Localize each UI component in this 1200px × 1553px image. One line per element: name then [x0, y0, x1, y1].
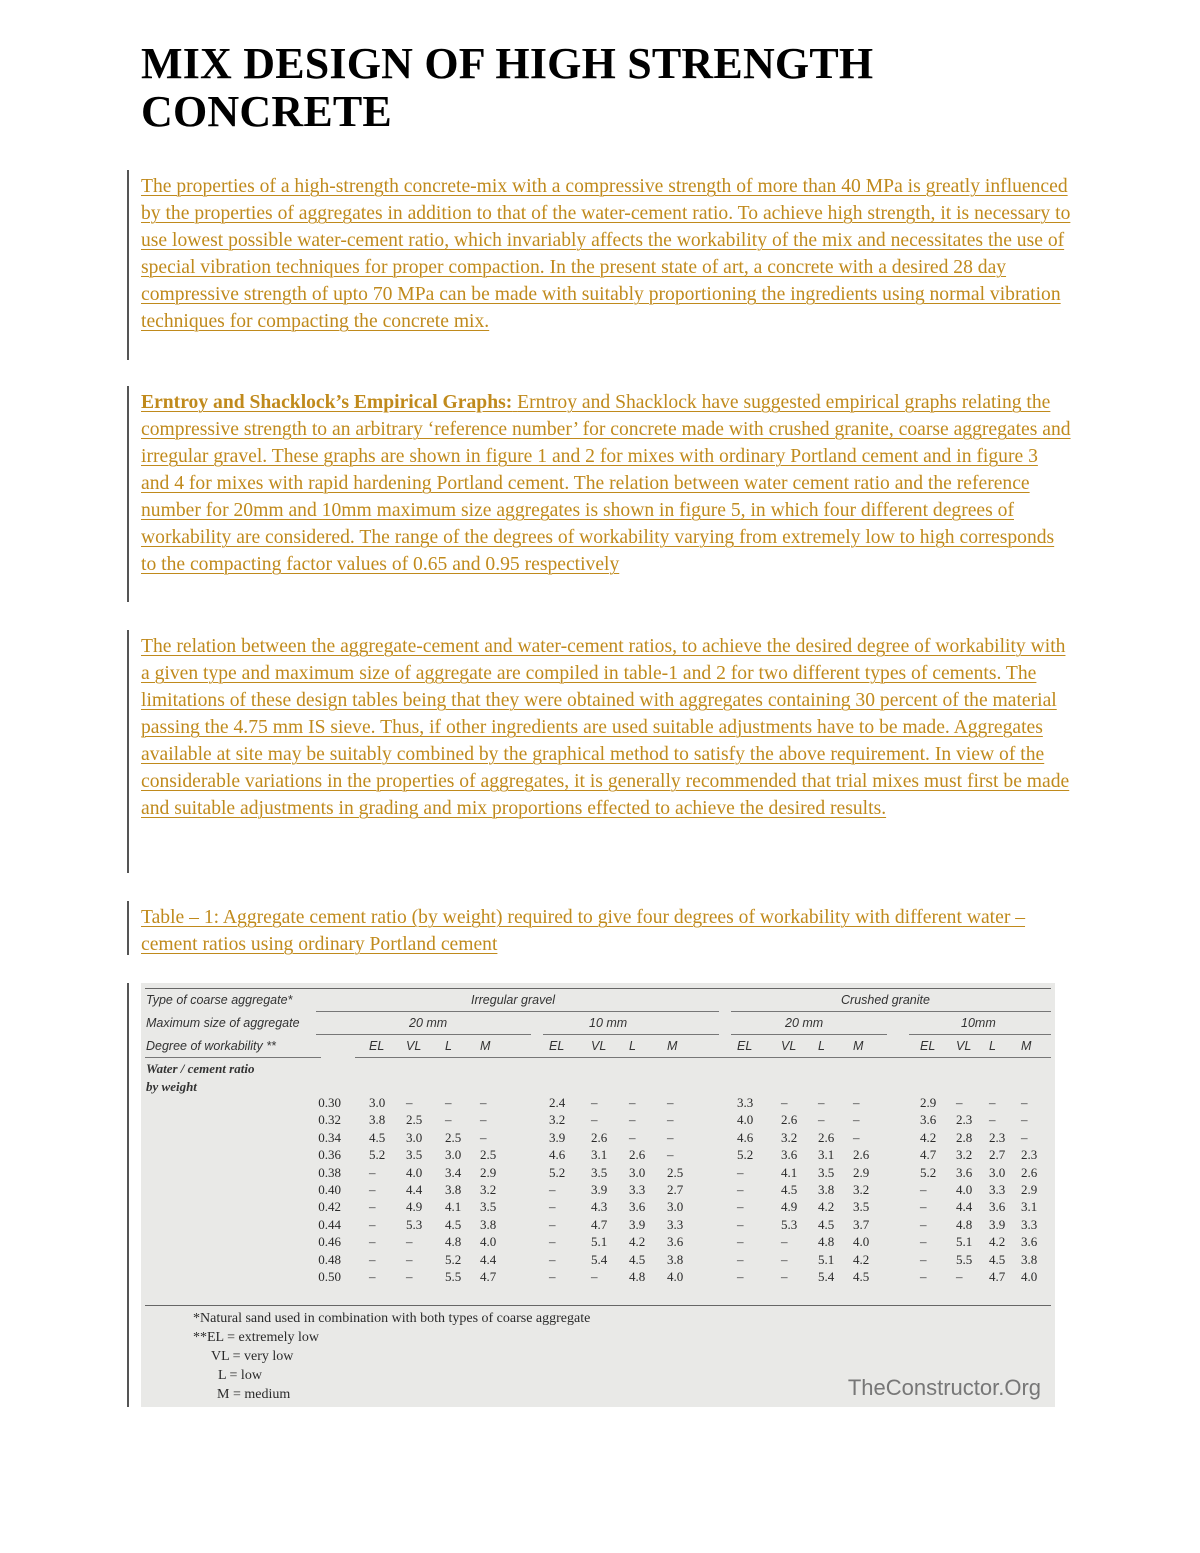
table-cell: 3.0	[989, 1164, 1006, 1180]
workability-header: L	[445, 1039, 452, 1053]
table-cell: –	[853, 1112, 860, 1128]
table-cell: 4.5	[445, 1216, 462, 1232]
table-cell: 4.5	[781, 1182, 798, 1197]
wc-ratio-value: 0.30	[318, 1095, 341, 1110]
table-cell: –	[369, 1216, 376, 1232]
workability-header: EL	[369, 1039, 385, 1053]
page-title-line-1: MIX DESIGN OF HIGH STRENGTH	[141, 39, 874, 88]
table-cell: –	[1021, 1112, 1028, 1128]
paragraph-intro: The properties of a high-strength concrete-mix with a compressive strength of more than 40 MPa is greatly influenced by the properties of aggregates in addition to that of the water-cement ratio. To achieve high strength, it is necessary to use lowest possible water-cement ratio, which invariably affects the workability of the mix and necessitates the use of special vibration techniques for proper compaction. In the present state of art, a concrete with a desired 28 day compressive strength of upto 70 MPa can be made with suitably proportioning the ingredients using normal vibration techniques for compacting the concrete mix.	[141, 176, 1071, 332]
table-cell: 4.9	[781, 1199, 798, 1215]
table-cell: 2.7	[989, 1147, 1006, 1163]
workability-header: L	[989, 1039, 996, 1053]
footnote-sand: *Natural sand used in combination with both types of coarse aggregate	[193, 1311, 591, 1326]
table-cell: 5.2	[445, 1251, 462, 1267]
table-cell: 4.2	[853, 1251, 870, 1267]
wc-ratio-value: 0.36	[318, 1147, 341, 1163]
table-cell: 2.3	[1021, 1147, 1038, 1163]
aggregate-size-1: 20 mm	[409, 1016, 448, 1030]
table-cell: –	[369, 1199, 376, 1215]
table-cell: 2.6	[1021, 1164, 1038, 1180]
table-cell: 2.9	[920, 1095, 937, 1110]
table-cell: –	[549, 1269, 556, 1284]
degree-workability-label: Degree of workability **	[146, 1039, 276, 1053]
table-cell: –	[369, 1269, 376, 1284]
table-cell: 4.7	[480, 1269, 497, 1284]
aggregate-size-3: 20 mm	[785, 1016, 824, 1030]
table-cell: –	[406, 1095, 413, 1110]
table-cell: 5.1	[591, 1234, 608, 1250]
table-cell: 2.6	[818, 1129, 835, 1145]
table-cell: 2.5	[445, 1129, 462, 1145]
table-cell: –	[853, 1129, 860, 1145]
table-cell: –	[920, 1199, 927, 1215]
watermark-text: TheConstructor.Org	[847, 1375, 1041, 1400]
table-cell: –	[406, 1269, 413, 1284]
table-cell: 3.8	[369, 1112, 386, 1128]
table-cell: 5.2	[549, 1164, 566, 1180]
wc-ratio-value: 0.42	[318, 1199, 341, 1215]
table-cell: 5.3	[781, 1216, 798, 1232]
table-cell: –	[920, 1182, 927, 1197]
wc-ratio-value: 0.38	[318, 1164, 341, 1180]
table-cell: 4.0	[406, 1164, 423, 1180]
workability-header: L	[818, 1039, 825, 1053]
group-rule-gravel	[316, 1011, 719, 1012]
table-cell: 2.6	[591, 1129, 608, 1145]
table-cell: –	[667, 1095, 674, 1110]
table-cell: 5.3	[406, 1216, 423, 1232]
table-cell: 5.2	[920, 1164, 937, 1180]
table-cell: 5.5	[445, 1269, 462, 1284]
table-cell: 5.4	[591, 1251, 608, 1267]
table-cell: –	[480, 1095, 487, 1110]
table-cell: 4.0	[1021, 1269, 1038, 1284]
table-cell: 3.5	[406, 1147, 423, 1163]
table-cell: 4.6	[737, 1129, 754, 1145]
table-cell: 4.0	[480, 1234, 497, 1250]
table-cell: –	[920, 1251, 927, 1267]
table-cell: 2.5	[480, 1147, 497, 1163]
table-cell: 5.5	[956, 1251, 973, 1267]
page-title-line-2: CONCRETE	[141, 87, 392, 136]
table-cell: 4.9	[406, 1199, 423, 1215]
table-cell: 2.3	[956, 1112, 973, 1128]
table-cell: –	[737, 1216, 744, 1232]
paragraph-erntroy-body: Erntroy and Shacklock have suggested empirical graphs relating the compressive strength to an arbitrary ‘reference number’ for concrete made with crushed granite, coarse aggregates and irregular gravel. These graphs are shown in figure 1 and 2 for mixes with ordinary Portland cement and in figure 3 and 4 for mixes with rapid hardening Portland cement. The relation between water cement ratio and the reference number for 20mm and 10mm maximum size aggregates is shown in figure 5, in which four different degrees of workability are considered. The range of the degrees of workability varying from extremely low to high corresponds to the compacting factor values of 0.65 and 0.95 respectively	[141, 392, 1071, 575]
table-cell: 3.5	[480, 1199, 497, 1215]
table-cell: 3.3	[737, 1095, 754, 1110]
table-cell: 4.4	[956, 1199, 973, 1215]
footnote-el: **EL = extremely low	[193, 1330, 319, 1345]
table-cell: 4.5	[853, 1269, 870, 1284]
table-cell: 2.5	[667, 1164, 684, 1180]
table-cell: –	[667, 1112, 674, 1128]
table-cell: 3.3	[667, 1216, 684, 1232]
table-cell: 4.4	[480, 1251, 497, 1267]
table-cell: 3.6	[667, 1234, 684, 1250]
table-cell: 4.7	[920, 1147, 937, 1163]
footnote-vl: VL = very low	[211, 1349, 294, 1364]
table-cell: 3.9	[989, 1216, 1006, 1232]
table-cell: –	[1021, 1095, 1028, 1110]
table-cell: –	[549, 1251, 556, 1267]
table-cell: 3.4	[445, 1164, 462, 1180]
table-cell: 3.1	[1021, 1199, 1038, 1215]
size-rule-3	[731, 1034, 887, 1035]
table-cell: –	[920, 1269, 927, 1284]
table-cell: –	[737, 1182, 744, 1197]
table-cell: 2.8	[956, 1129, 973, 1145]
table-cell: –	[591, 1112, 598, 1128]
table-cell: 4.5	[369, 1129, 386, 1145]
table-cell: 3.6	[629, 1199, 646, 1215]
wc-ratio-value: 0.44	[318, 1216, 341, 1232]
table-cell: 2.3	[989, 1129, 1006, 1145]
table-cell: 4.0	[667, 1269, 684, 1284]
table-cell: 2.9	[1021, 1182, 1038, 1197]
table-cell: –	[956, 1095, 963, 1110]
table-cell: 4.0	[853, 1234, 870, 1250]
table-cell: –	[480, 1129, 487, 1145]
table-cell: 4.2	[920, 1129, 937, 1145]
workability-header: M	[480, 1039, 491, 1053]
table-cell: 3.9	[629, 1216, 646, 1232]
label-rule	[145, 1057, 321, 1058]
table-cell: 3.8	[480, 1216, 497, 1232]
aggregate-group-2: Crushed granite	[841, 993, 930, 1007]
table-cell: 2.6	[853, 1147, 870, 1163]
table-cell: 3.8	[818, 1182, 835, 1197]
table-cell: –	[781, 1251, 788, 1267]
type-coarse-aggregate-label: Type of coarse aggregate*	[146, 993, 293, 1007]
table-cell: 3.8	[667, 1251, 684, 1267]
workability-header: VL	[591, 1039, 607, 1053]
table-cell: –	[989, 1095, 996, 1110]
table-cell: 4.2	[989, 1234, 1006, 1250]
table-cell: –	[369, 1182, 376, 1197]
table-cell: –	[369, 1234, 376, 1250]
table-cell: –	[920, 1234, 927, 1250]
table-cell: 3.8	[1021, 1251, 1038, 1267]
table-cell: 3.9	[549, 1129, 566, 1145]
table-cell: 4.0	[956, 1182, 973, 1197]
table-cell: –	[920, 1216, 927, 1232]
wc-ratio-value: 0.50	[318, 1269, 341, 1284]
table-cell: –	[591, 1269, 598, 1284]
paragraph-aggregate-relation: The relation between the aggregate-cement and water-cement ratios, to achieve the desired degree of workability with a given type and maximum size of aggregate are compiled in table-1 and 2 for two different types of cements. The limitations of these design tables being that they were obtained with aggregates containing 30 percent of the material passing the 4.75 mm IS sieve. Thus, if other ingredients are used suitable adjustments have to be made. Aggregates available at site may be suitably combined by the graphical method to satisfy the above requirement. In view of the considerable variations in the properties of aggregates, it is generally recommended that trial mixes must first be made and suitable adjustments in grading and mix proportions effected to achieve the desired results.	[141, 636, 1070, 819]
table-cell: 3.3	[1021, 1216, 1038, 1232]
table-cell: 4.8	[629, 1269, 646, 1284]
table-cell: 5.2	[369, 1147, 386, 1163]
table-cell: –	[445, 1095, 452, 1110]
workability-header: L	[629, 1039, 636, 1053]
table-cell: 3.5	[591, 1164, 608, 1180]
table-cell: –	[549, 1234, 556, 1250]
table-cell: 3.6	[920, 1112, 937, 1128]
table-cell: 4.5	[989, 1251, 1006, 1267]
table-cell: –	[445, 1112, 452, 1128]
table-cell: 3.2	[480, 1182, 497, 1197]
table-cell: –	[853, 1095, 860, 1110]
workability-rule	[355, 1057, 1051, 1058]
table-cell: –	[667, 1147, 674, 1163]
table-cell: 3.1	[591, 1147, 608, 1163]
workability-header: EL	[737, 1039, 753, 1053]
table-cell: –	[591, 1095, 598, 1110]
change-bar	[127, 901, 129, 955]
table-cell: 5.4	[818, 1269, 835, 1284]
table-cell: –	[989, 1112, 996, 1128]
aggregate-size-4: 10mm	[961, 1016, 996, 1030]
table-cell: 4.3	[591, 1199, 608, 1215]
table-cell: 3.2	[853, 1182, 870, 1197]
table-cell: –	[737, 1234, 744, 1250]
table-cell: –	[369, 1164, 376, 1180]
table-rule-bottom	[145, 1305, 1051, 1306]
table-cell: 3.5	[818, 1164, 835, 1180]
table-cell: 3.0	[406, 1129, 423, 1145]
table-cell: –	[549, 1199, 556, 1215]
change-bar	[127, 170, 129, 360]
table-caption: Table – 1: Aggregate cement ratio (by weight) required to give four degrees of workability with different water –cement ratios using ordinary Portland cement	[141, 907, 1026, 955]
workability-header: M	[667, 1039, 678, 1053]
footnote-l: L = low	[218, 1368, 262, 1383]
table-cell: 3.2	[781, 1129, 798, 1145]
change-bar	[127, 630, 129, 873]
table-cell: –	[956, 1269, 963, 1284]
table-cell: 4.8	[818, 1234, 835, 1250]
table-cell: 4.1	[781, 1164, 798, 1180]
table-cell: 2.4	[549, 1095, 566, 1110]
group-rule-granite	[731, 1011, 1051, 1012]
table-cell: –	[737, 1269, 744, 1284]
table-cell: –	[629, 1129, 636, 1145]
table-cell: 5.1	[818, 1251, 835, 1267]
table-cell: –	[737, 1164, 744, 1180]
size-rule-1	[316, 1034, 531, 1035]
table-cell: 4.8	[445, 1234, 462, 1250]
table-cell: 2.9	[853, 1164, 870, 1180]
wc-ratio-value: 0.46	[318, 1234, 341, 1250]
table-cell: –	[480, 1112, 487, 1128]
aggregate-size-2: 10 mm	[589, 1016, 628, 1030]
wc-ratio-value: 0.48	[318, 1251, 341, 1267]
table-cell: –	[629, 1095, 636, 1110]
table-cell: 3.7	[853, 1216, 870, 1232]
table-cell: 3.3	[629, 1182, 646, 1197]
size-rule-4	[909, 1034, 1051, 1035]
table-cell: 3.0	[629, 1164, 646, 1180]
wc-ratio-value: 0.40	[318, 1182, 341, 1197]
table-cell: –	[781, 1095, 788, 1110]
table-cell: –	[737, 1251, 744, 1267]
table-cell: 3.8	[445, 1182, 462, 1197]
table-cell: 2.6	[629, 1147, 646, 1163]
workability-header: VL	[781, 1039, 797, 1053]
table-cell: 4.7	[591, 1216, 608, 1232]
table-cell: 3.6	[989, 1199, 1006, 1215]
table-cell: 3.2	[956, 1147, 973, 1163]
table-cell: –	[781, 1234, 788, 1250]
table-cell: 3.3	[989, 1182, 1006, 1197]
table-cell: –	[818, 1112, 825, 1128]
table-cell: 3.2	[549, 1112, 566, 1128]
workability-header: M	[853, 1039, 864, 1053]
workability-header: VL	[406, 1039, 422, 1053]
table-cell: 3.6	[956, 1164, 973, 1180]
table-cell: –	[549, 1216, 556, 1232]
table-cell: 4.1	[445, 1199, 462, 1215]
table-cell: 3.0	[369, 1095, 386, 1110]
change-bar	[127, 983, 129, 1407]
table-cell: 2.5	[406, 1112, 423, 1128]
table-cell: 2.7	[667, 1182, 684, 1197]
table-cell: –	[629, 1112, 636, 1128]
table-cell: –	[781, 1269, 788, 1284]
table-cell: 3.0	[445, 1147, 462, 1163]
paragraph-erntroy-heading: Erntroy and Shacklock’s Empirical Graphs:	[141, 392, 513, 413]
table-cell: –	[406, 1234, 413, 1250]
size-rule-2	[543, 1034, 719, 1035]
max-size-label: Maximum size of aggregate	[146, 1016, 300, 1030]
table-cell: 4.5	[818, 1216, 835, 1232]
workability-header: VL	[956, 1039, 972, 1053]
table-cell: 3.5	[853, 1199, 870, 1215]
table-cell: –	[1021, 1129, 1028, 1145]
table-cell: –	[406, 1251, 413, 1267]
table-cell: 5.2	[737, 1147, 754, 1163]
scanned-table-image	[141, 983, 1055, 1407]
table-cell: 4.8	[956, 1216, 973, 1232]
footnote-m: M = medium	[217, 1387, 291, 1402]
table-cell: 3.6	[781, 1147, 798, 1163]
table-cell: –	[549, 1182, 556, 1197]
page-title	[141, 40, 873, 136]
table-cell: –	[369, 1251, 376, 1267]
table-cell: –	[737, 1199, 744, 1215]
change-bar	[127, 386, 129, 602]
workability-header: EL	[920, 1039, 936, 1053]
table-cell: 4.5	[629, 1251, 646, 1267]
table-cell: 3.9	[591, 1182, 608, 1197]
aggregate-group-1: Irregular gravel	[471, 993, 556, 1007]
table-cell: 5.1	[956, 1234, 973, 1250]
table-cell: 4.6	[549, 1147, 566, 1163]
table-cell: 4.7	[989, 1269, 1006, 1284]
wc-ratio-label-line1: Water / cement ratio	[146, 1061, 255, 1076]
workability-header: M	[1021, 1039, 1032, 1053]
table-cell: 3.6	[1021, 1234, 1038, 1250]
table-cell: 4.2	[818, 1199, 835, 1215]
table-cell: 4.4	[406, 1182, 423, 1197]
table-cell: 2.9	[480, 1164, 497, 1180]
table-cell: –	[818, 1095, 825, 1110]
wc-ratio-value: 0.34	[318, 1129, 341, 1145]
workability-header: EL	[549, 1039, 565, 1053]
table-rule-top	[145, 988, 1051, 989]
table-cell: 4.2	[629, 1234, 646, 1250]
table-cell: 3.1	[818, 1147, 835, 1163]
wc-ratio-label-line2: by weight	[146, 1079, 197, 1094]
table-cell: –	[667, 1129, 674, 1145]
table-cell: 2.6	[781, 1112, 798, 1128]
table-cell: 3.0	[667, 1199, 684, 1215]
wc-ratio-value: 0.32	[318, 1112, 341, 1128]
paragraph-erntroy	[141, 389, 1071, 578]
table-cell: 4.0	[737, 1112, 754, 1128]
